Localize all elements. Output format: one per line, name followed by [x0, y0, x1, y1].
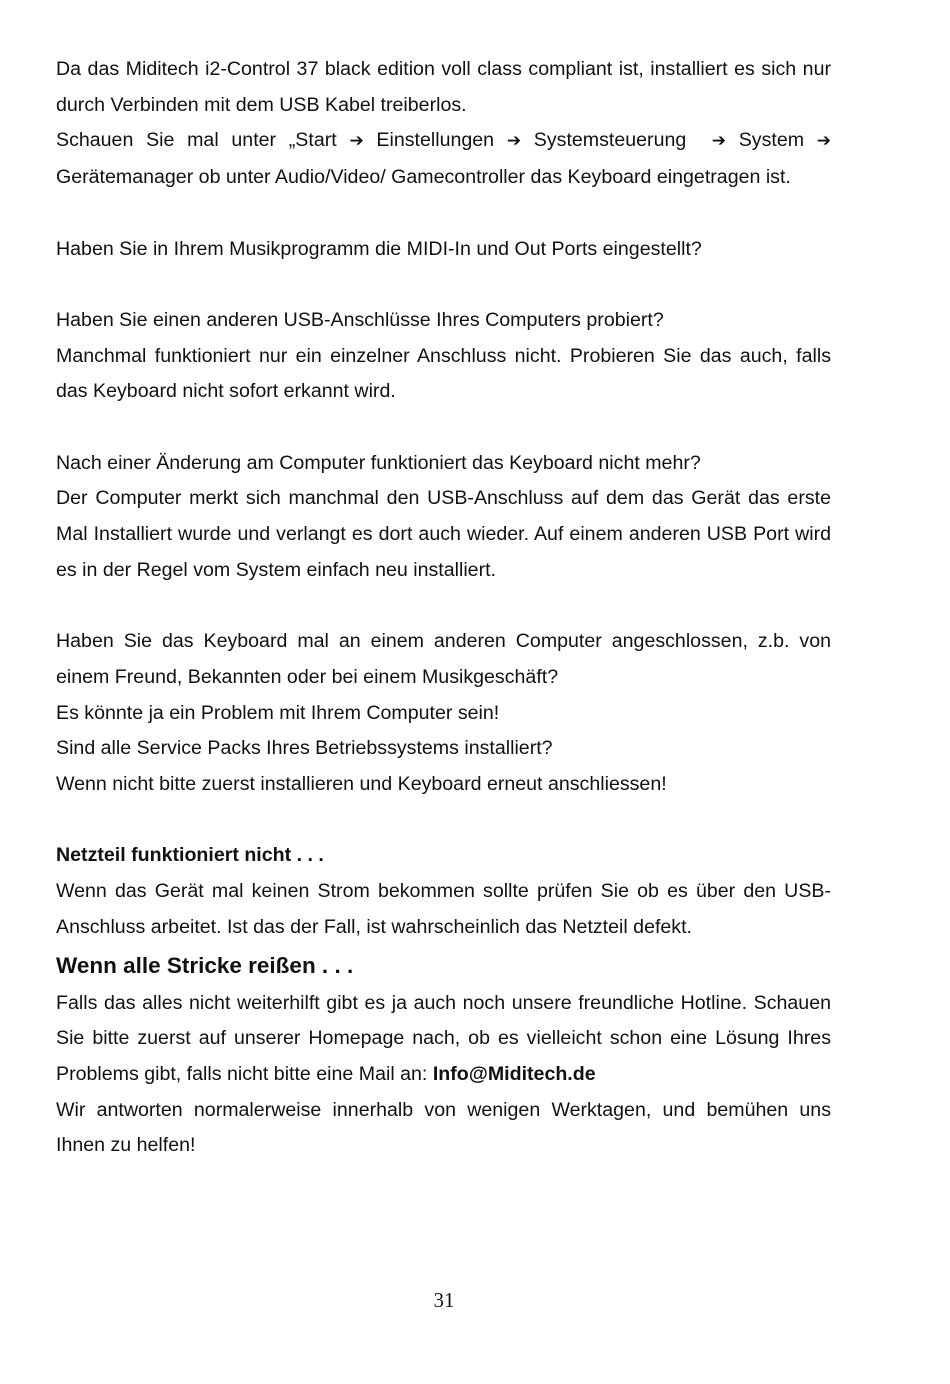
usb-ports-answer: Manchmal funktioniert nur ein einzelner Anschluss nicht. Probieren Sie das auch, falls das Keyboard nicht sofort erkannt wird. — [56, 344, 831, 403]
device-manager-text: Gerätemanager ob unter Audio/Video/ Gamecontroller das Keyboard eingetragen ist. — [56, 166, 791, 189]
support-text — [56, 986, 831, 1093]
other-computer-line-1: Es könnte ja ein Problem mit Ihrem Computer sein! — [56, 701, 500, 724]
spacer — [56, 410, 831, 446]
support-heading: Wenn alle Stricke reißen . . . — [56, 952, 354, 978]
intro-paragraph: Da das Miditech i2-Control 37 black edition voll class compliant ist, installiert es sich nur durch Verbinden mit dem USB Kabel treiberlos. — [56, 58, 831, 116]
other-computer-question: Haben Sie das Keyboard mal an einem anderen Computer angeschlossen, z.b. von einem Freund, Bekannten oder bei einem Musikgeschäft? — [56, 630, 831, 688]
page-number: 31 — [433, 1288, 455, 1312]
path-step-settings: Einstellungen — [376, 129, 495, 152]
arrow-right-icon: ➔ — [711, 131, 726, 152]
device-manager-path — [56, 123, 831, 160]
path-step-control-panel: Systemsteuerung — [533, 129, 687, 152]
usb-ports-question: Haben Sie einen anderen USB-Anschlüsse Ihres Computers probiert? — [56, 308, 664, 331]
other-computer-line-3: Wenn nicht bitte zuerst installieren und Keyboard erneut anschliessen! — [56, 773, 667, 795]
spacer — [56, 267, 831, 303]
arrow-right-icon: ➔ — [816, 131, 832, 152]
power-supply-title: Netzteil funktioniert nicht . . . — [56, 844, 324, 867]
midi-ports-question: Haben Sie in Ihrem Musikprogramm die MIDI-In und Out Ports eingestellt? — [56, 237, 702, 260]
path-step-system: System — [738, 129, 805, 152]
arrow-right-icon: ➔ — [349, 131, 364, 152]
spacer — [56, 196, 831, 232]
arrow-right-icon: ➔ — [506, 131, 522, 152]
spacer — [56, 589, 831, 625]
change-question: Nach einer Änderung am Computer funktioniert das Keyboard nicht mehr? — [56, 451, 701, 474]
other-computer-line-2: Sind alle Service Packs Ihres Betriebssystems installiert? — [56, 737, 553, 760]
manual-page — [56, 52, 831, 1164]
change-answer: Der Computer merkt sich manchmal den USB-Anschluss auf dem das Gerät das erste Mal Installiert wurde und verlangt es dort auch wieder. Auf einem anderen USB Port wird es in der Regel vom System einfach neu installiert. — [56, 487, 831, 581]
support-closing: Wir antworten normalerweise innerhalb von wenigen Werktagen, und bemühen uns Ihnen zu helfen! — [56, 1098, 831, 1157]
support-body: Falls das alles nicht weiterhilft gibt es ja auch noch unsere freundliche Hotline. Schauen Sie bitte zuerst auf unserer Homepage nach, ob es vielleicht schon eine Lösung Ihres Problems gibt, falls nicht bitte eine Mail an: — [56, 991, 831, 1085]
power-supply-text: Wenn das Gerät mal keinen Strom bekommen sollte prüfen Sie ob es über den USB-Anschluss arbeitet. Ist das der Fall, ist wahrscheinlich das Netzteil defekt. — [56, 880, 831, 938]
support-email: Info@Miditech.de — [432, 1062, 596, 1085]
path-start: Schauen Sie mal unter „Start — [56, 129, 337, 152]
spacer — [56, 803, 831, 839]
